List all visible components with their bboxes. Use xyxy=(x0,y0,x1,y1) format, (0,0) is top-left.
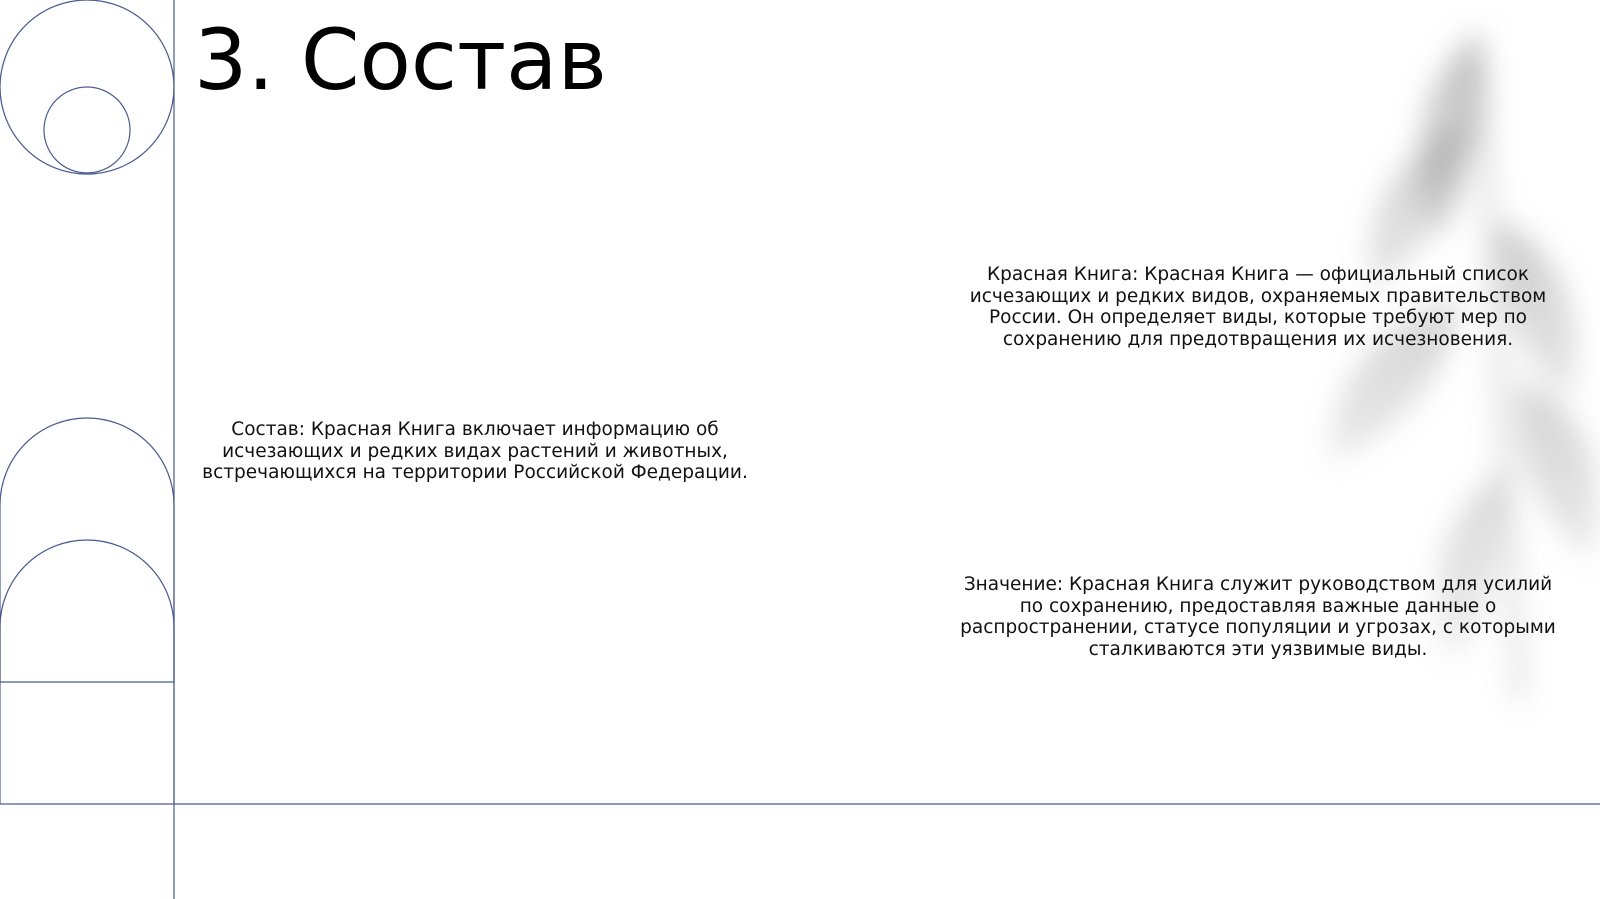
outer-arch xyxy=(0,418,174,804)
red-book-text: Красная Книга: Красная Книга — официальный список исчезающих и редких видов, охраняемых правительством России. Он определяет виды, которые требуют мер по сохранению для предотвращения их исчезновения. xyxy=(969,264,1547,350)
inner-arch xyxy=(0,540,174,682)
meaning-text: Значение: Красная Книга служит руководством для усилий по сохранению, предоставляя важные данные о распространении, статусе популяции и угрозах, с которыми сталкиваются эти уязвимые виды. xyxy=(960,574,1556,660)
composition-text: Состав: Красная Книга включает информацию об исчезающих и редких видах растений и животных, встречающихся на территории Российской Федерации. xyxy=(202,419,748,484)
top-small-circle xyxy=(44,87,130,173)
slide-title: 3. Состав xyxy=(194,11,607,109)
